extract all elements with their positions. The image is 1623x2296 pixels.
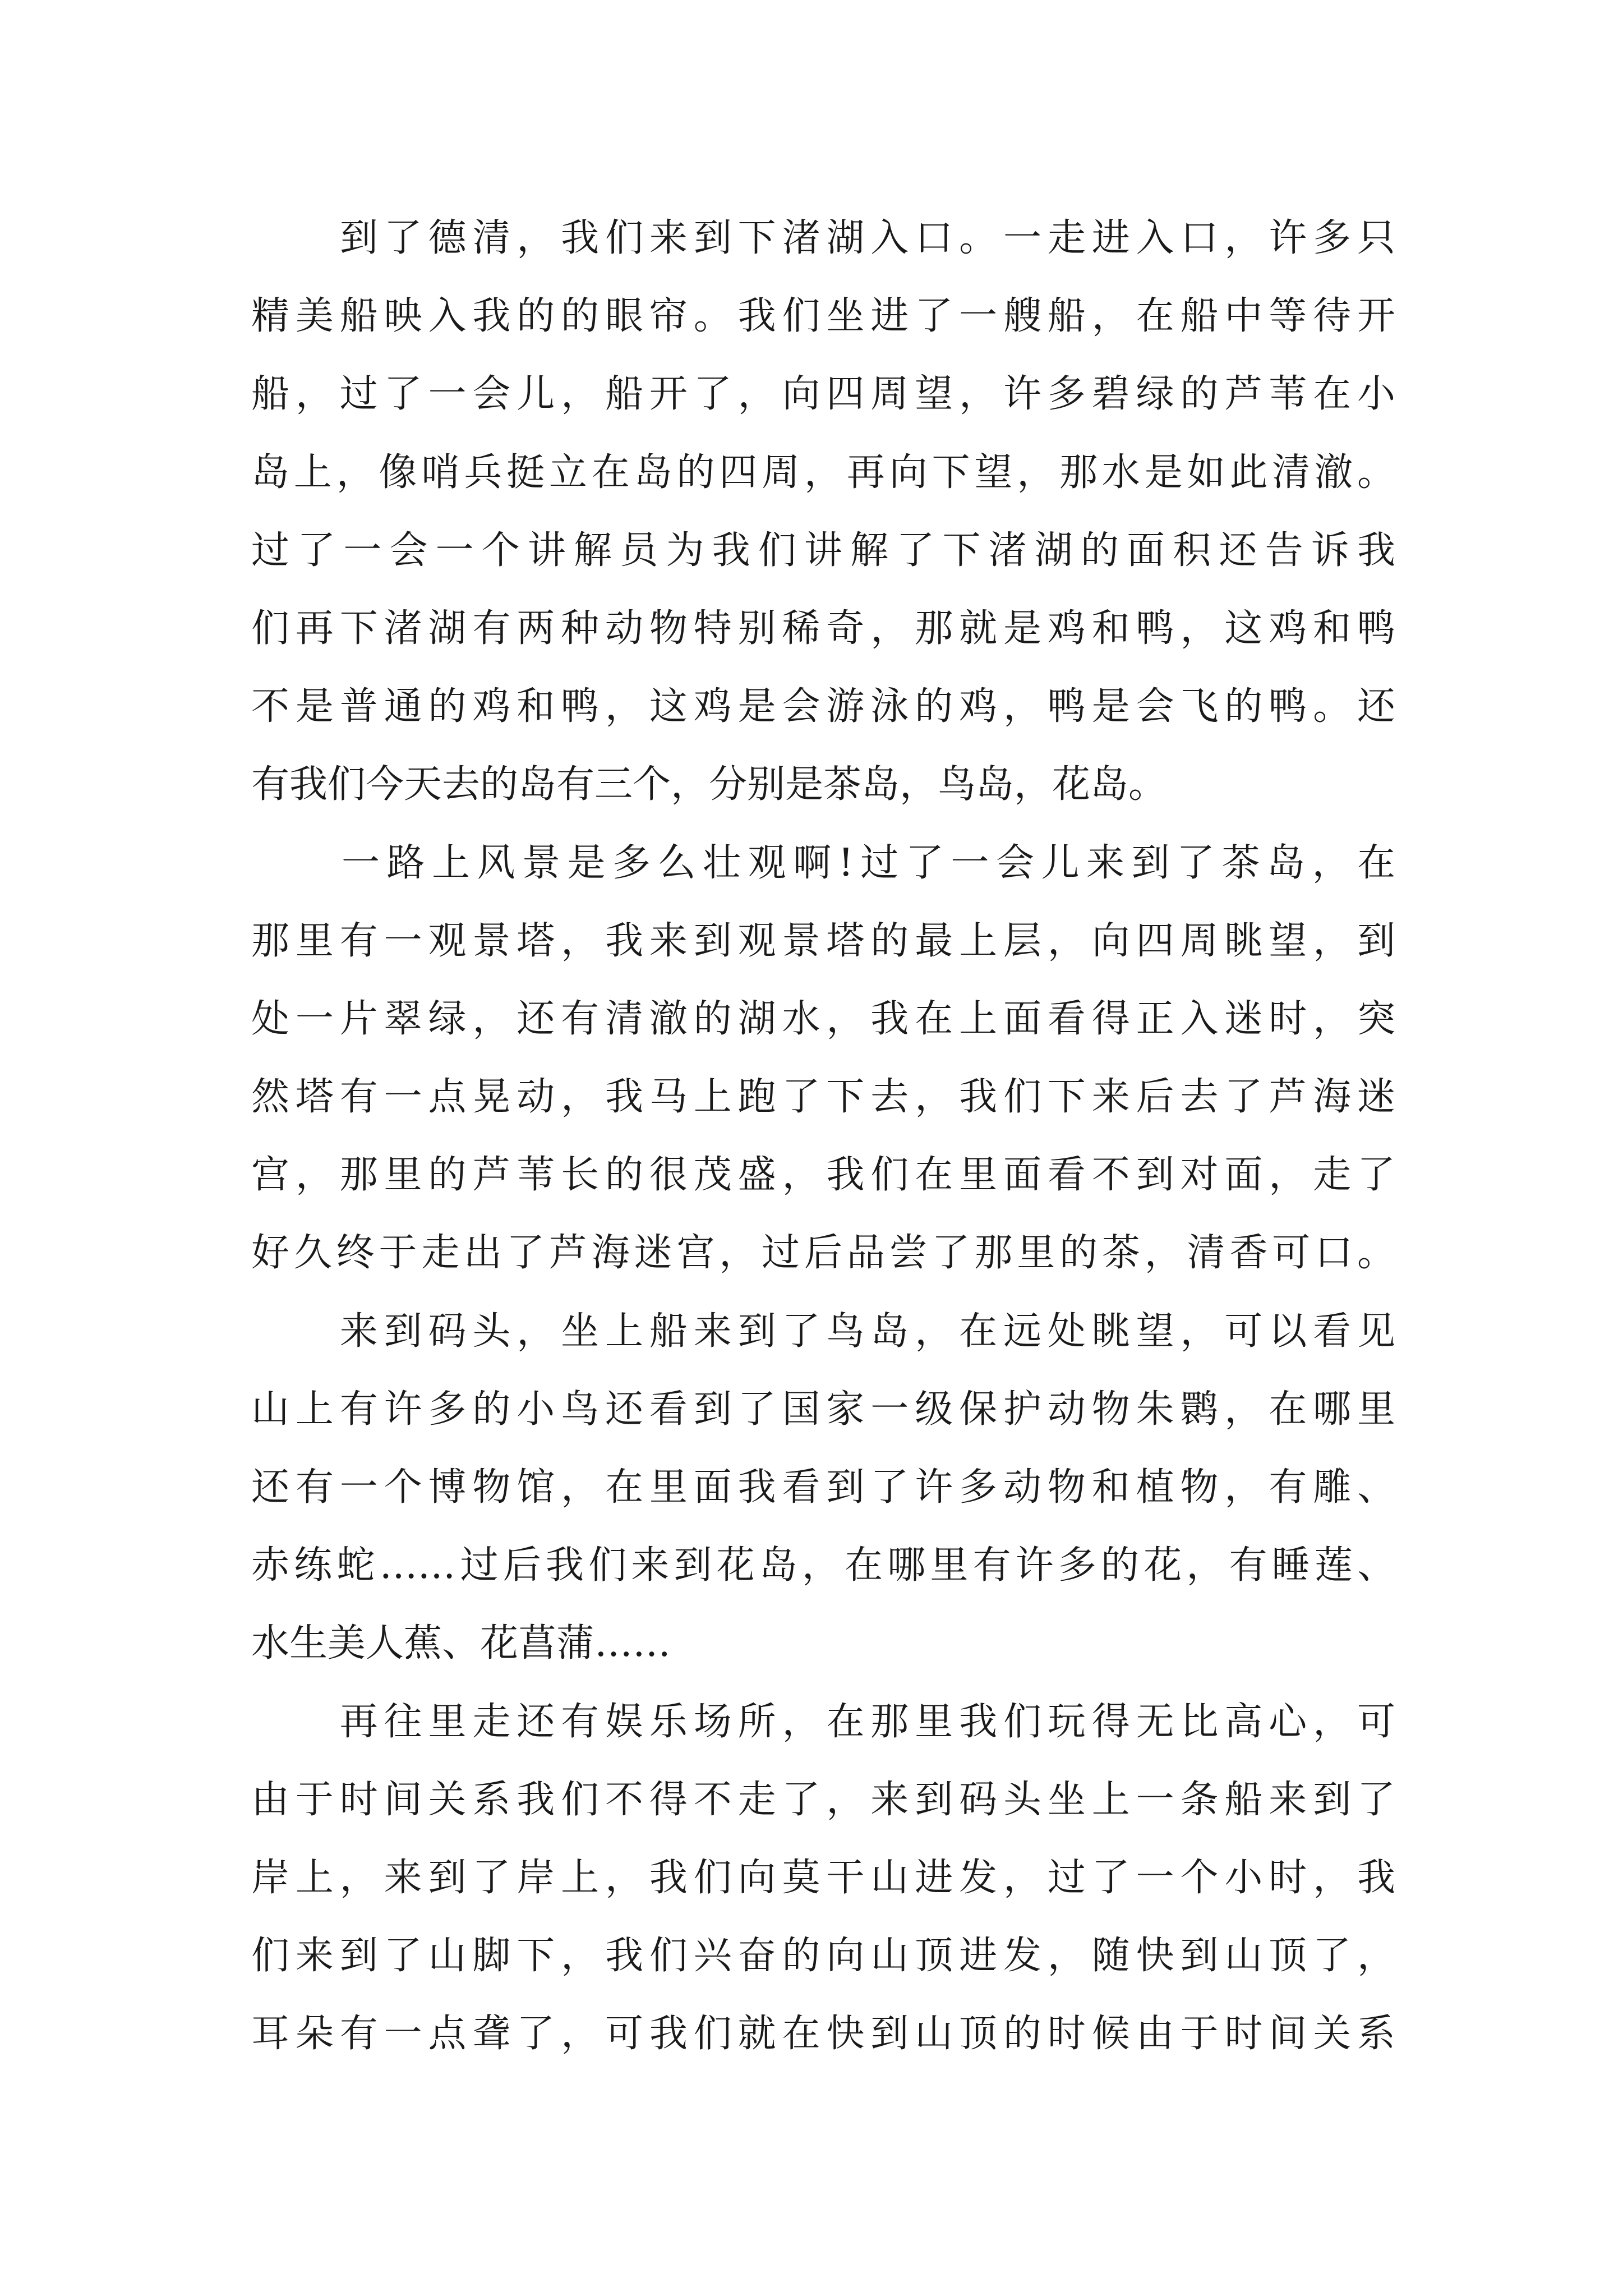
text-line: 水生美人蕉、花菖蒲…… bbox=[251, 1621, 671, 1666]
text-line: 那里有一观景塔，我来到观景塔的最上层，向四周眺望，到 bbox=[251, 918, 1395, 963]
text-line: 精美船映入我的的眼帘。我们坐进了一艘船，在船中等待开 bbox=[251, 294, 1395, 339]
text-line: 赤练蛇……过后我们来到花岛，在哪里有许多的花，有睡莲、 bbox=[251, 1543, 1395, 1588]
text-line: 再往里走还有娱乐场所，在那里我们玩得无比高心，可 bbox=[251, 1699, 1395, 1744]
text-line: 过了一会一个讲解员为我们讲解了下渚湖的面积还告诉我 bbox=[251, 528, 1395, 573]
text-line: 来到码头，坐上船来到了鸟岛，在远处眺望，可以看见 bbox=[251, 1309, 1395, 1354]
text-line: 由于时间关系我们不得不走了，来到码头坐上一条船来到了 bbox=[251, 1777, 1395, 1822]
text-line: 一路上风景是多么壮观啊!过了一会儿来到了茶岛，在 bbox=[251, 840, 1395, 885]
text-line: 宫，那里的芦苇长的很茂盛，我们在里面看不到对面，走了 bbox=[251, 1153, 1395, 1198]
text-line: 还有一个博物馆，在里面我看到了许多动物和植物，有雕、 bbox=[251, 1465, 1395, 1510]
text-line: 处一片翠绿，还有清澈的湖水，我在上面看得正入迷时，突 bbox=[251, 996, 1395, 1041]
text-line: 耳朵有一点聋了，可我们就在快到山顶的时候由于时间关系 bbox=[251, 2012, 1395, 2056]
text-line: 山上有许多的小鸟还看到了国家一级保护动物朱鹮，在哪里 bbox=[251, 1387, 1395, 1432]
text-line: 有我们今天去的岛有三个，分别是茶岛，鸟岛，花岛。 bbox=[251, 762, 1167, 807]
text-line: 然塔有一点晃动，我马上跑了下去，我们下来后去了芦海迷 bbox=[251, 1075, 1395, 1120]
text-line: 岸上，来到了岸上，我们向莫干山进发，过了一个小时，我 bbox=[251, 1855, 1395, 1900]
text-line: 船，过了一会儿，船开了，向四周望，许多碧绿的芦苇在小 bbox=[251, 372, 1395, 417]
text-line: 到了德清，我们来到下渚湖入口。一走进入口，许多只 bbox=[251, 216, 1395, 260]
essay-body bbox=[251, 199, 1395, 2073]
text-line: 不是普通的鸡和鸭，这鸡是会游泳的鸡，鸭是会飞的鸭。还 bbox=[251, 684, 1395, 729]
text-line: 们再下渚湖有两种动物特别稀奇，那就是鸡和鸭，这鸡和鸭 bbox=[251, 606, 1395, 651]
text-line: 岛上，像哨兵挺立在岛的四周，再向下望，那水是如此清澈。 bbox=[251, 450, 1395, 495]
text-line: 好久终于走出了芦海迷宫，过后品尝了那里的茶，清香可口。 bbox=[251, 1231, 1395, 1276]
text-line: 们来到了山脚下，我们兴奋的向山顶进发，随快到山顶了， bbox=[251, 1934, 1395, 1978]
